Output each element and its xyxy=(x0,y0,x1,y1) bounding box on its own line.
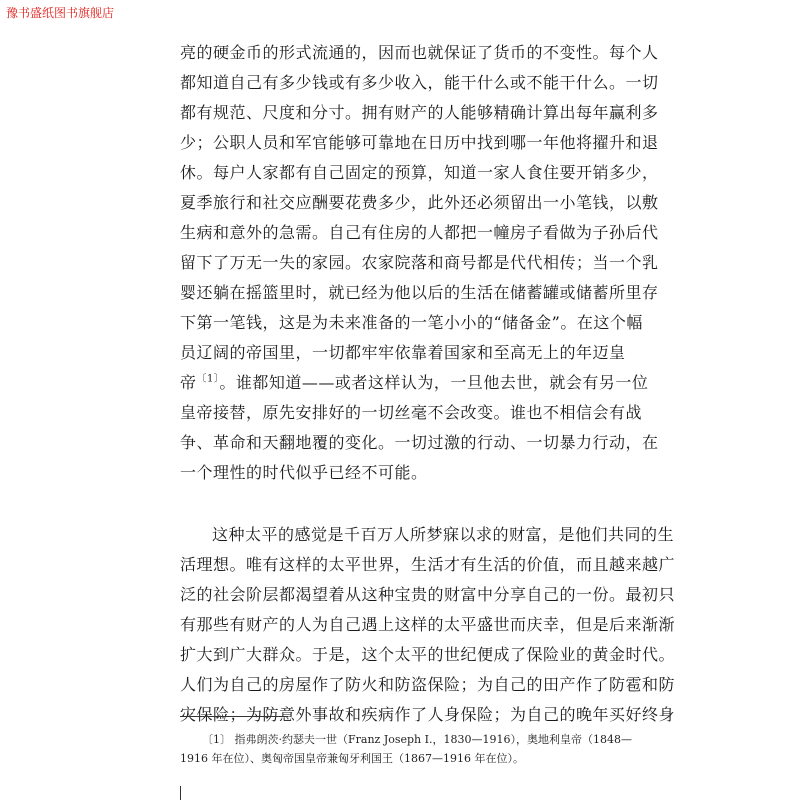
text-line: 都有规范、尺度和分寸。拥有财产的人能够精确计算出每年赢利多 xyxy=(180,103,659,122)
text-segment: 。谁都知道——或者这样认为，一旦他去世，就会有另一位 xyxy=(219,373,649,392)
text-line: 这种太平的感觉是千百万人所梦寐以求的财富，是他们共同的生 xyxy=(212,525,675,544)
text-line: 活理想。唯有这样的太平世界，生活才有生活的价值，而且越来越广 xyxy=(180,555,676,574)
text-line-with-footnote xyxy=(180,368,649,398)
text-line: 有那些有财产的人为自己遇上这样的太平盛世而庆幸，但是后来渐渐 xyxy=(180,615,676,634)
footnote-reference[interactable]: 〔1〕 xyxy=(196,373,220,385)
footnote xyxy=(180,730,632,768)
text-line: 扩大到广大群众。于是，这个太平的世纪便成了保险业的黄金时代。 xyxy=(180,645,676,664)
text-line: 休。每户人家都有自己固定的预算，知道一家人食住要开销多少， xyxy=(180,163,659,182)
text-line: 留下了万无一失的家园。农家院落和商号都是代代相传；当一个乳 xyxy=(180,253,659,272)
text-line: 人们为自己的房屋作了防火和防盗保险；为自己的田产作了防雹和防 xyxy=(180,675,676,694)
text-line: 员辽阔的帝国里，一切都牢牢依靠着国家和至高无上的年迈皇 xyxy=(180,343,626,362)
text-line: 灾保险；为防意外事故和疾病作了人身保险；为自己的晚年买好终身 xyxy=(180,705,676,724)
text-line: 一个理性的时代似乎已经不可能。 xyxy=(180,463,428,482)
book-page-body xyxy=(180,38,676,730)
paragraph-2 xyxy=(180,520,676,730)
text-line: 少；公职人员和军官能够可靠地在日历中找到哪一年他将擢升和退 xyxy=(180,133,659,152)
text-line: 生病和意外的急需。自己有住房的人都把一幢房子看做为子孙后代 xyxy=(180,223,659,242)
watermark-text: 豫书盛纸图书旗舰店 xyxy=(6,6,115,20)
text-line: 都知道自己有多少钱或有多少收入，能干什么或不能干什么。一切 xyxy=(180,73,659,92)
text-line: 夏季旅行和社交应酬要花费多少，此外还必须留出一小笔钱，以敷 xyxy=(180,193,659,212)
text-line: 下第一笔钱，这是为未来准备的一笔小小的“储备金”。在这个幅 xyxy=(180,313,643,332)
text-line: 争、革命和天翻地覆的变化。一切过激的行动、一切暴力行动，在 xyxy=(180,433,659,452)
text-line: 亮的硬金币的形式流通的，因而也就保证了货币的不变性。每个人 xyxy=(180,43,659,62)
footnote-line: 〔1〕 指弗朗茨·约瑟夫一世（Franz Joseph I.，1830—1916），奥地利皇帝（1848— xyxy=(202,733,632,746)
text-line: 皇帝接替，原先安排好的一切丝毫不会改变。谁也不相信会有战 xyxy=(180,403,643,422)
footnote-divider xyxy=(180,716,288,717)
page-edge-mark xyxy=(180,786,181,800)
text-line: 婴还躺在摇篮里时，就已经为他以后的生活在储蓄罐或储蓄所里存 xyxy=(180,283,659,302)
paragraph-1 xyxy=(180,38,659,488)
text-line: 泛的社会阶层都渴望着从这种宝贵的财富中分享自己的一份。最初只 xyxy=(180,585,676,604)
footnote-line: 1916 年在位）、奥匈帝国皇帝兼匈牙利国王（1867—1916 年在位）。 xyxy=(180,752,524,765)
text-segment: 帝 xyxy=(180,373,197,392)
